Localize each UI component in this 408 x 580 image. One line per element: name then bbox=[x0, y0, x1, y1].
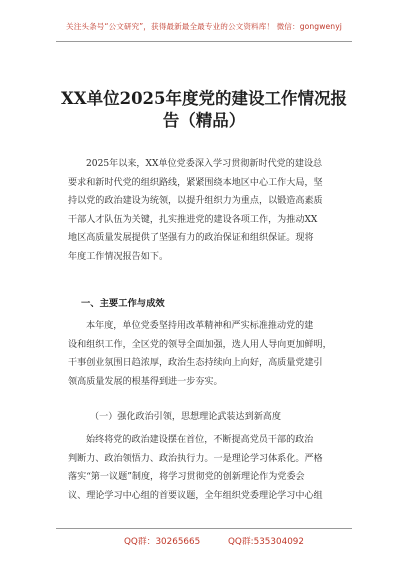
subsection-heading: （一）强化政治引领，思想理论武装达到新高度 bbox=[90, 412, 281, 422]
text-line: 年度工作情况报告如下。 bbox=[68, 251, 169, 262]
text-line: 设和组织工作，全区党的领导全面加强，选人用人导向更加鲜明， bbox=[68, 339, 332, 350]
text-line: 落实“第一议题”制度，将学习贯彻党的创新理论作为党委会 bbox=[68, 472, 305, 482]
text-line: 干事创业氛围日趋浓厚，政治生态持续向上向好，高质量党建引 bbox=[68, 358, 323, 368]
text-line: 要求和新时代党的组织路线，紧紧围绕本地区中心工作大局，坚 bbox=[68, 177, 323, 188]
subsection1-paragraph bbox=[68, 431, 340, 505]
intro-paragraph bbox=[68, 155, 340, 266]
title-line-2: 告（精品） bbox=[162, 111, 246, 130]
footer-divider bbox=[56, 528, 352, 529]
qq-group-2: QQ群:535304092 bbox=[228, 537, 304, 547]
text-line: 判断力、政治领悟力、政治执行力。一是理论学习体系化。严格 bbox=[68, 453, 323, 464]
section1-paragraph bbox=[68, 317, 340, 391]
text-line: 本年度，单位党委坚持用改革精神和严实标准推动党的建 bbox=[86, 321, 314, 331]
promo-banner: 关注头条号“公文研究”，获得最新最全最专业的公文资料库！ 微信：gongwenyj bbox=[66, 22, 342, 31]
text-line: 议、理论学习中心组的首要议题，全年组织党委理论学习中心组 bbox=[68, 490, 323, 501]
header-divider bbox=[56, 41, 352, 42]
text-line: 干部人才队伍为关键，扎实推进党的建设各项工作，为推动XX bbox=[68, 214, 318, 225]
text-line: 2025年以来，XX单位党委深入学习贯彻新时代党的建设总 bbox=[86, 159, 323, 169]
document-title bbox=[0, 88, 408, 132]
text-line: 持以党的政治建设为统领，以提升组织力为重点，以锻造高素质 bbox=[68, 196, 323, 206]
text-line: 始终将党的政治建设摆在首位，不断提高党员干部的政治 bbox=[86, 435, 314, 445]
title-line-1: XX单位2025年度党的建设工作情况报 bbox=[60, 89, 348, 108]
text-line: 领高质量发展的根基得到进一步夯实。 bbox=[68, 376, 223, 387]
qq-group-1: QQ群：30265665 bbox=[124, 537, 201, 547]
section-heading: 一、主要工作与成效 bbox=[81, 298, 165, 309]
text-line: 地区高质量发展提供了坚强有力的政治保证和组织保证。现将 bbox=[68, 233, 314, 243]
